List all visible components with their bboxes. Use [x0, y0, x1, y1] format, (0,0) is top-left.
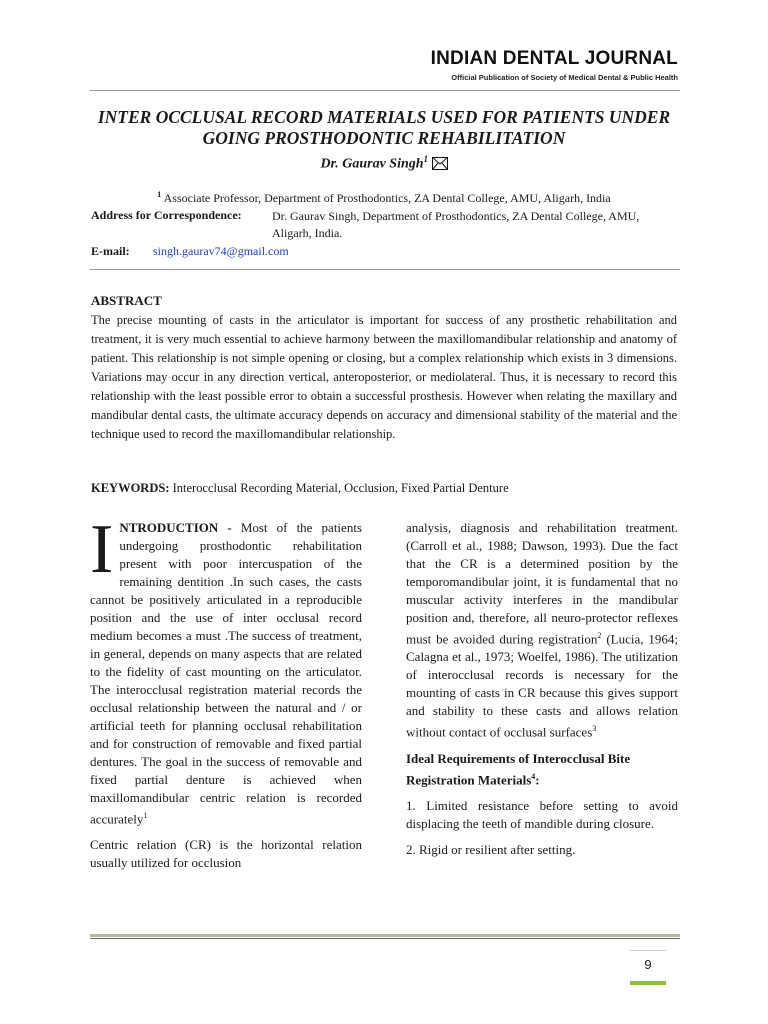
author-name: Dr. Gaurav Singh	[320, 156, 424, 172]
analysis-paragraph-a: analysis, diagnosis and rehabilitation treatment.(Carroll et al., 1988; Dawson, 1993). Due the fact that the CR is a determined position by the temporomandibular joint, it is fundamental that no muscular activity interferes in the mandibular position and, therefore, all neuro-protector reflexes must be avoided during registration	[406, 520, 678, 647]
requirement-item-2: 2. Rigid or resilient after setting.	[406, 841, 576, 857]
affiliation-text: Associate Professor, Department of Prosthodontics, ZA Dental College, AMU, Aligarh, India	[163, 191, 611, 205]
title-line-2: GOING PROSTHODONTIC REHABILITATION	[202, 128, 566, 148]
introduction-heading: NTRODUCTION -	[119, 520, 232, 535]
right-column	[406, 519, 678, 867]
affiliation-sup: 1	[157, 190, 162, 199]
title-line-1: INTER OCCLUSAL RECORD MATERIALS USED FOR PATIENTS UNDER	[97, 107, 671, 127]
centric-relation-paragraph: Centric relation (CR) is the horizontal relation usually utilized for occlusion	[90, 837, 362, 871]
subhead-colon: :	[535, 771, 540, 787]
subhead-sup: 4	[531, 771, 536, 781]
ref-sup-3: 3	[592, 724, 597, 734]
affiliation	[90, 190, 678, 206]
abstract-body: The precise mounting of casts in the articulator is important for success of any prosthetic rehabilitation and treatment, it is very much essential to achieve harmony between the maxillomandibular relationship and anatomy of patient. This relationship is not simple opening or closing, but a complex relationship which exists in 3 dimensions. Variations may occur in any direction vertical, anteroposterior, or mediolateral. Thus, it is necessary to record this relationship with the least possible error to obtain a successful prosthesis. However when relating the maxillary and mandibular dental casts, the ultimate accuracy depends on accuracy and dimensional stability of the material and the technique used to record the maxillomandibular relationship.	[91, 313, 677, 441]
page-number-accent	[630, 981, 666, 985]
abstract-heading: ABSTRACT	[91, 293, 162, 308]
analysis-paragraph-b: (Lucia, 1964; Calagna et al., 1973; Woelfel, 1986). The utilization of interocclusal records is necessary for the mounting of casts in CR because this gives support and stability to these casts and allows relation without contact of occlusal surfaces	[406, 631, 678, 740]
journal-subtitle: Official Publication of Society of Medical Dental & Public Health	[451, 73, 678, 82]
intro-paragraph: Most of the patients undergoing prosthodontic rehabilitation present with poor intercuspation of the remaining dentition .In such cases, the casts cannot be positively articulated in a reproducible position and the use of inter occlusal record medium becomes a must .The success of treatment, in general, depends on many aspects that are related to the fidelity of cast mounting on the articulator. The interocclusal registration material records the occlusal relationship between the natural and / or artificial teeth for planning occlusal rehabilitation and for construction of removable and fixed partial dentures. The goal in the success of removable and fixed partial denture is achieved when maxillomandibular centric relation is recorded accurately	[90, 520, 362, 827]
author-line	[90, 154, 678, 175]
page-number: 9	[644, 957, 652, 972]
intro-sup: 1	[143, 811, 148, 820]
section-rule	[90, 269, 680, 270]
correspondence-line-1: Dr. Gaurav Singh, Department of Prosthodontics, ZA Dental College, AMU,	[272, 209, 640, 223]
envelope-icon	[432, 157, 448, 175]
author-sup: 1	[423, 154, 429, 164]
keywords	[91, 481, 509, 496]
left-column	[90, 511, 362, 880]
keywords-text: Interocclusal Recording Material, Occlusion, Fixed Partial Denture	[172, 481, 509, 495]
dropcap-letter: I	[90, 511, 114, 588]
journal-title: INDIAN DENTAL JOURNAL	[430, 48, 678, 69]
ref-sup-2: 2	[597, 631, 602, 640]
correspondence-address	[272, 208, 672, 242]
email-label: E-mail:	[91, 244, 130, 258]
email-link[interactable]: singh.gaurav74@gmail.com	[153, 244, 289, 258]
requirement-item-1: 1. Limited resistance before setting to avoid displacing the teeth of mandible during closure.	[406, 797, 678, 831]
paper-title	[80, 107, 688, 149]
subhead-text: Ideal Requirements of Interocclusal Bite Registration Materials	[406, 750, 631, 787]
keywords-label: KEYWORDS:	[91, 481, 170, 495]
footer-rule	[90, 934, 680, 937]
footer-rule-thin	[90, 938, 680, 939]
correspondence-label: Address for Correspondence:	[91, 208, 242, 222]
ideal-requirements-heading	[406, 750, 678, 789]
correspondence-line-2: Aligarh, India.	[272, 226, 343, 240]
header-rule	[90, 90, 680, 91]
